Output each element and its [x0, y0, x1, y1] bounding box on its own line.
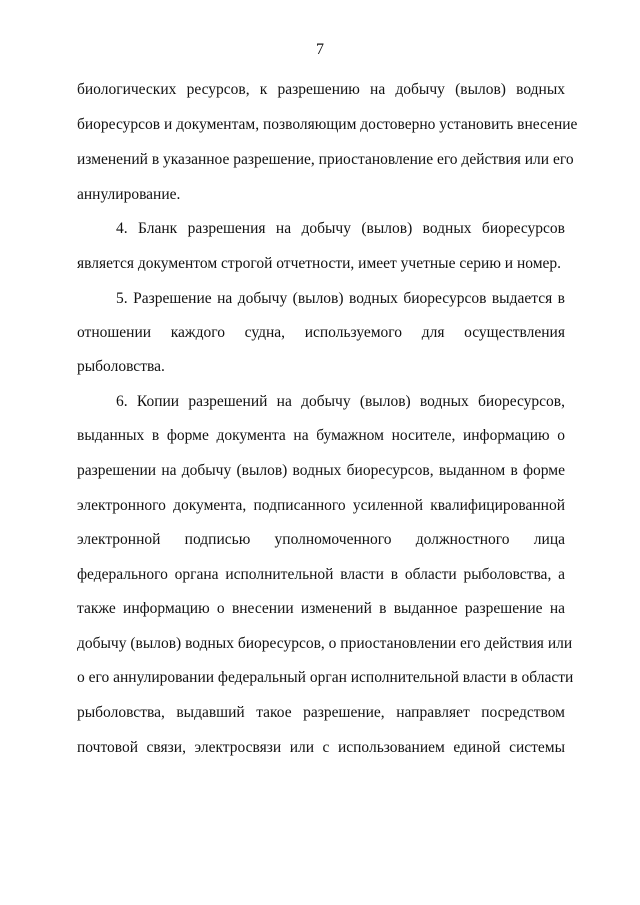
text-line: рыболовства.: [77, 358, 165, 375]
text-line: биоресурсов и документам, позволяющим достоверно установить внесение: [77, 116, 578, 133]
text-line: электронного документа, подписанного усиленной квалифицированной: [77, 497, 565, 514]
text-line: федерального органа исполнительной власти в области рыболовства, а: [77, 566, 565, 583]
text-line: также информацию о внесении изменений в выданное разрешение на: [77, 600, 565, 617]
text-line: о его аннулировании федеральный орган исполнительной власти в области: [77, 669, 574, 686]
text-line: электронной подписью уполномоченного должностного лица: [77, 531, 565, 548]
text-line: аннулирование.: [77, 186, 181, 203]
text-line: выданных в форме документа на бумажном носителе, информацию о: [77, 427, 565, 444]
page-number: 7: [316, 41, 324, 58]
paragraph-5-first-line: 5. Разрешение на добычу (вылов) водных биоресурсов выдается в: [116, 290, 565, 307]
text-line: рыболовства, выдавший такое разрешение, направляет посредством: [77, 704, 565, 721]
text-line: отношении каждого судна, используемого для осуществления: [77, 324, 565, 341]
text-line: является документом строгой отчетности, имеет учетные серию и номер.: [77, 255, 562, 272]
text-line: добычу (вылов) водных биоресурсов, о приостановлении его действия или: [77, 635, 573, 652]
text-line: разрешении на добычу (вылов) водных биоресурсов, выданном в форме: [77, 462, 565, 479]
paragraph-4-first-line: 4. Бланк разрешения на добычу (вылов) водных биоресурсов: [116, 220, 565, 237]
text-line: изменений в указанное разрешение, приостановление его действия или его: [77, 151, 574, 168]
text-line: почтовой связи, электросвязи или с использованием единой системы: [77, 739, 565, 756]
paragraph-6-first-line: 6. Копии разрешений на добычу (вылов) водных биоресурсов,: [116, 393, 565, 410]
text-line: биологических ресурсов, к разрешению на добычу (вылов) водных: [77, 81, 565, 98]
